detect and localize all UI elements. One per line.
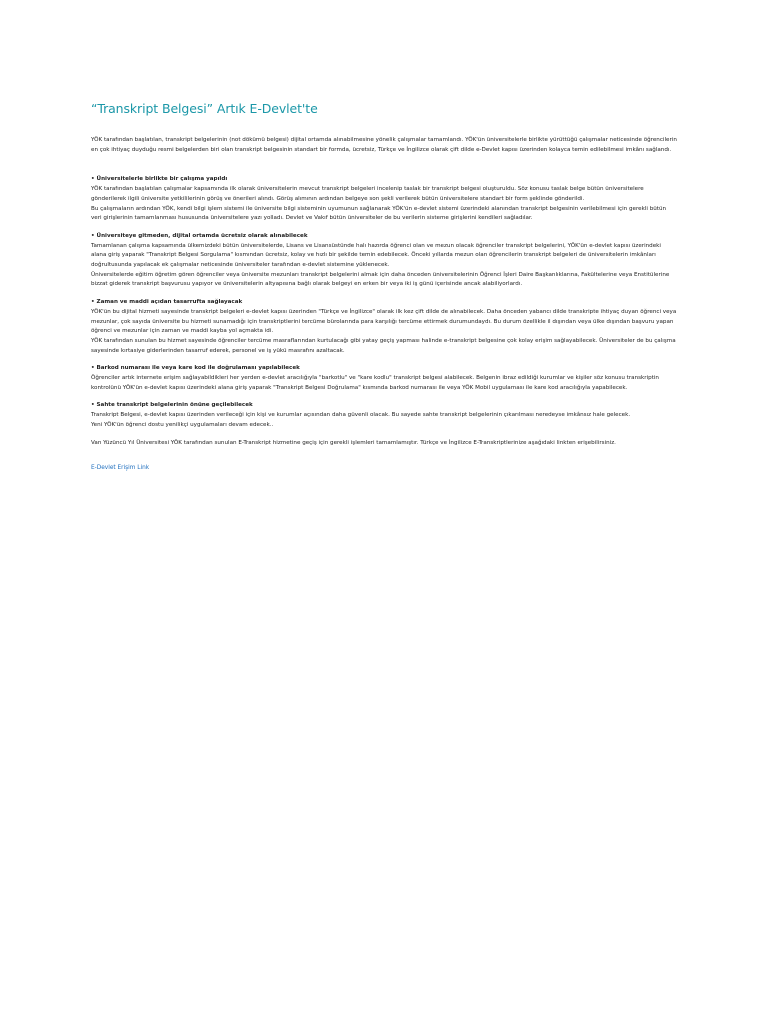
section-heading: • Barkod numarası ile veya kare kod ile doğrulaması yapılabilecek (91, 365, 300, 372)
section-heading: • Üniversiteye gitmeden, dijital ortamda ücretsiz olarak alınabilecek (91, 232, 308, 239)
closing-paragraph: Van Yüzüncü Yıl Üniversitesi YÖK tarafından sunulan E-Transkript hizmetine geçiş için gerekli işlemleri tamamlamıştır. Türkçe ve İngilizce E-Transkriptlerinize aşağıdaki linkten erişebilirsiniz. (91, 439, 616, 446)
section-paragraph: Öğrenciler artık internete erişim sağlayabildikleri her yerden e-devlet aracılığıyla "barkotlu" ve "kare kodlu" transkript belgesi alabilecek. Belgenin ibraz edildiği kurumlar ve kişiler söz konusu transkriptin kontrolünü YÖK'ün e-devlet kapısı üzerindeki alana giriş yaparak "Transkript Belgesi Doğrulama" kısmında barkod numarası ile veya YÖK Mobil uygulaması ile kare kod aracılığıyla yapabilecek. (91, 375, 659, 391)
section-heading: • Sahte transkript belgelerinin önüne geçilebilecek (91, 402, 253, 409)
section-heading: • Zaman ve maddi açıdan tasarrufta sağlayacak (91, 299, 243, 306)
page-title: “Transkript Belgesi” Artık E-Devlet'te (91, 101, 318, 116)
section-paragraph: Yeni YÖK'ün öğrenci dostu yenilikçi uygulamaları devam edecek.. (91, 421, 274, 428)
section-savings (91, 298, 678, 356)
section-fake-prevention (91, 401, 678, 430)
section-paragraph: YÖK'ün bu dijital hizmeti sayesinde transkript belgeleri e-devlet kapısı üzerinden "Türkçe ve İngilizce" olarak ilk kez çift dilde de alınabilecek. Daha önceden yabancı dilde transkripte ihtiyaç duyan öğrenci veya mezunlar, çok sayıda üniversite bu hizmeti sunamadığı için transkriptlerini tercüme bürolarında para karşılığı tercüme ettirmek durumundaydı. Bu durum özellikle il dışından veya ülke dışından başvuru yapan öğrenci ve mezunlar için zaman ve maddi kayba yol açmakta idi. (91, 308, 677, 335)
section-paragraph: Transkript Belgesi, e-devlet kapısı üzerinden verileceği için kişi ve kurumlar açısından daha güvenli olacak. Bu sayede sahte transkript belgelerinin çıkarılması neredeyse imkânsız hale gelecek. (91, 412, 631, 419)
section-universities (91, 175, 678, 224)
section-paragraph: Üniversitelerde eğitim öğretim gören öğrenciler veya üniversite mezunları transkript belgelerini almak için daha önceden üniversitelerinin Öğrenci İşleri Daire Başkanlıklarına, Fakültelerine veya Enstitülerine bizzat giderek transkript başvurusu yapıyor ve üniversitelerin altyapısına bağlı olarak belgeyi en erken bir veya iki iş günü içerisinde ancak alabiliyorlardı. (91, 271, 670, 288)
section-barcode (91, 364, 678, 393)
intro-paragraph: YÖK tarafından başlatılan, transkript belgelerinin (not dökümü belgesi) dijital ortamda alınabilmesine yönelik çalışmalar tamamlandı. YÖK'ün üniversitelerle birlikte yürüttüğü çalışmalar neticesinde öğrencilerin en çok ihtiyaç duyduğu resmi belgelerden biri olan transkript belgesinin standart bir formda, ücretsiz, Türkçe ve İngilizce olarak çift dilde e-Devlet kapısı üzerinden kolayca temin edilebilmesi imkânı sağlandı. (91, 137, 677, 153)
section-paragraph: Tamamlanan çalışma kapsamında ülkemizdeki bütün üniversitelerde, Lisans ve Lisansüstünde halı hazırda öğrenci olan ve mezun olacak öğrenciler transkript belgelerini, YÖK'ün e-devlet kapısı üzerindeki alana giriş yaparak "Transkript Belgesi Sorgulama" kısmından ücretsiz, kolay ve hızlı bir şekilde temin edebilecek. Önceki yıllarda mezun olan öğrencilerin transkript belgeleri de üniversitelerin imkânları doğrultusunda yapılacak ek çalışmalar neticesinde üniversiteler tarafından e-devlet sistemine yüklenecek. (91, 242, 661, 269)
section-heading: • Üniversitelerle birlikte bir çalışma yapıldı (91, 176, 228, 183)
section-paragraph: YÖK tarafından sunulan bu hizmet sayesinde öğrenciler tercüme masraflarından kurtulacağı gibi yatay geçiş yapması halinde e-transkript belgesine çok kolay erişim sağlayabilecek. Üniversiteler de bu çalışma sayesinde kırtasiye giderlerinden tasarruf ederek, personel ve iş yükü masrafını azaltacak. (91, 337, 676, 354)
e-devlet-access-link[interactable]: E-Devlet Erişim Link (91, 465, 150, 472)
section-paragraph: Bu çalışmaların ardından YÖK, kendi bilgi işlem sistemi ile üniversite bilgi sisteminin uyumunun sağlanarak YÖK'ün e-devlet sistemi üzerindeki alanından transkript belgesinin verilebilmesi için gerekli bütün veri girişlerinin tamamlanması hususunda üniversitelere yazı yolladı. Devlet ve Vakıf bütün üniversiteler de bu verilerin sisteme girişlerini kendileri sağladılar. (91, 205, 667, 222)
section-paragraph: YÖK tarafından başlatılan çalışmalar kapsamında ilk olarak üniversitelerin mevcut transkript belgeleri incelenip taslak bir transkript belgesi oluşturuldu. Söz konusu taslak belge bütün üniversitelere gönderilerek ilgili üniversite yetkililerinin görüş ve önerileri alındı. Görüş alımının ardından belgeye son şekli verilerek bütün üniversitelere standart bir form şeklinde gönderildi. (91, 186, 644, 202)
article (91, 101, 678, 473)
section-digital-free (91, 232, 678, 290)
